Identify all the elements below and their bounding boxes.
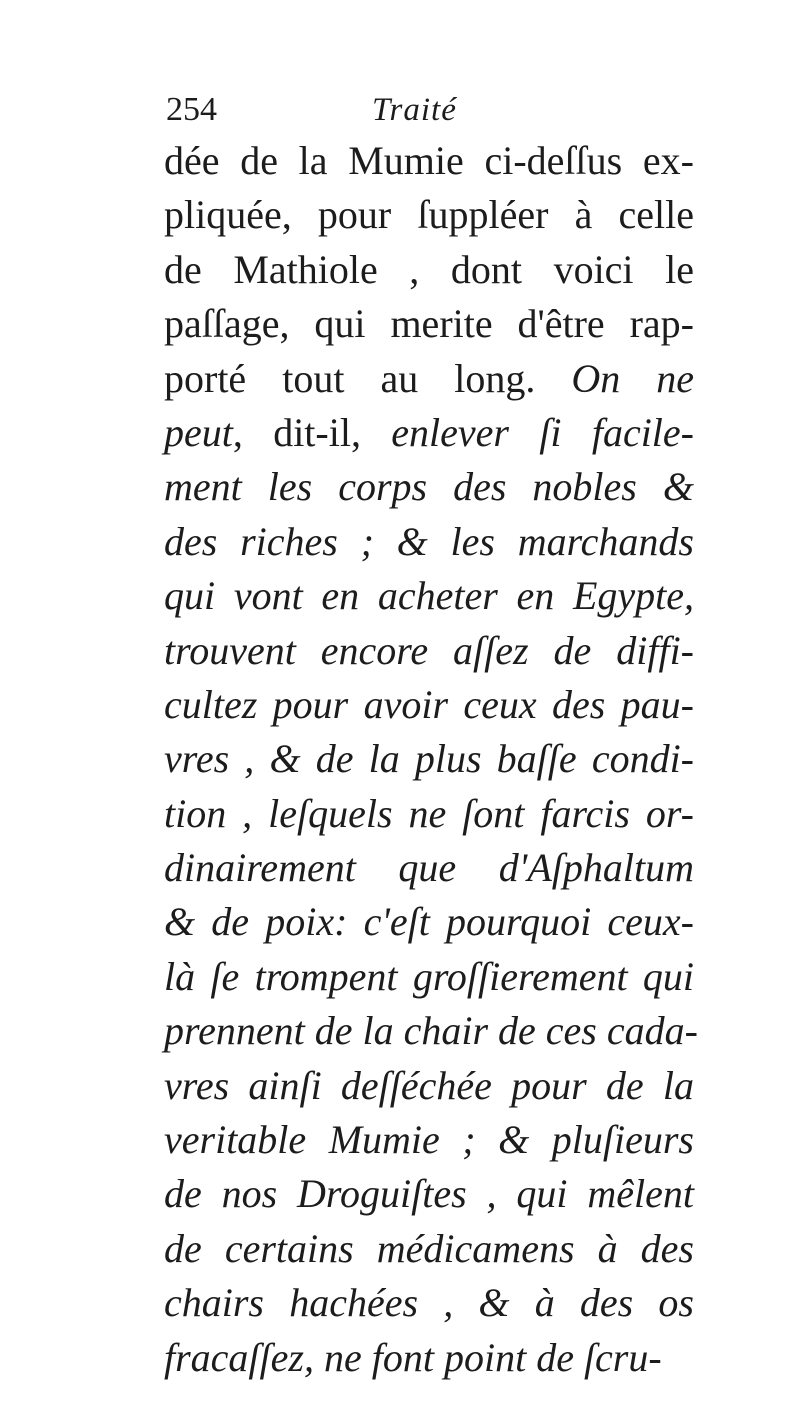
text-line	[164, 841, 694, 895]
text-line	[164, 1113, 694, 1167]
italic-text-segment: tion , leſquels ne ſont farcis or-	[164, 790, 694, 836]
body-text	[164, 134, 698, 1385]
text-line	[164, 1004, 698, 1058]
text-line	[164, 1276, 694, 1330]
text-line	[164, 950, 694, 1004]
text-line	[164, 895, 694, 949]
italic-text-segment: chairs hachées , & à des os	[164, 1280, 694, 1326]
text-line	[164, 1059, 694, 1113]
italic-text-segment: peut	[164, 409, 233, 455]
text-line	[164, 352, 694, 406]
text-line	[164, 678, 694, 732]
italic-text-segment: de nos Droguiſtes , qui mêlent	[164, 1171, 694, 1217]
text-line	[164, 1222, 694, 1276]
italic-text-segment: vres , & de la plus baſſe condi-	[164, 736, 694, 782]
text-line	[164, 624, 694, 678]
italic-text-segment: là ſe trompent groſſierement qui	[164, 953, 694, 999]
italic-text-segment: ment les corps des nobles &	[164, 464, 694, 510]
text-line	[164, 1167, 694, 1221]
roman-text-segment: de Mathiole , dont voici le	[164, 246, 694, 292]
italic-text-segment: de certains médicamens à des	[164, 1225, 694, 1271]
text-line	[164, 460, 694, 514]
text-line	[164, 1331, 694, 1385]
italic-text-segment: On ne	[571, 355, 694, 401]
text-line	[164, 188, 694, 242]
text-line	[164, 515, 694, 569]
roman-text-segment: pliquée, pour ſuppléer à celle	[164, 192, 694, 238]
text-line	[164, 569, 694, 623]
running-title: Traité	[372, 92, 457, 128]
roman-text-segment: porté tout au long.	[164, 355, 572, 401]
italic-text-segment: enlever ſi facile-	[391, 409, 694, 455]
italic-text-segment: fracaſſez, ne font point de ſcru-	[164, 1334, 662, 1380]
text-line	[164, 787, 694, 841]
roman-text-segment: , dit-il,	[232, 409, 392, 455]
italic-text-segment: dinairement que d'Aſphaltum	[164, 845, 694, 891]
italic-text-segment: prennent de la chair de ces cada-	[164, 1008, 698, 1054]
running-head	[166, 90, 706, 138]
text-line	[164, 297, 694, 351]
italic-text-segment: cultez pour avoir ceux des pau-	[164, 681, 694, 727]
text-line	[164, 406, 694, 460]
page-number: 254	[166, 91, 217, 128]
italic-text-segment: des riches ; & les marchands	[164, 518, 694, 564]
italic-text-segment: vres ainſi deſſéchée pour de la	[164, 1062, 694, 1108]
italic-text-segment: & de poix: c'eſt pourquoi ceux-	[164, 899, 694, 945]
roman-text-segment: paſſage, qui merite d'être rap-	[164, 301, 694, 347]
italic-text-segment: veritable Mumie ; & pluſieurs	[164, 1117, 694, 1163]
text-line	[164, 134, 694, 188]
italic-text-segment: qui vont en acheter en Egypte,	[164, 573, 694, 619]
italic-text-segment: trouvent encore aſſez de diffi-	[164, 627, 694, 673]
text-line	[164, 732, 694, 786]
text-line	[164, 243, 694, 297]
roman-text-segment: dée de la Mumie ci-deſſus ex-	[164, 138, 694, 183]
